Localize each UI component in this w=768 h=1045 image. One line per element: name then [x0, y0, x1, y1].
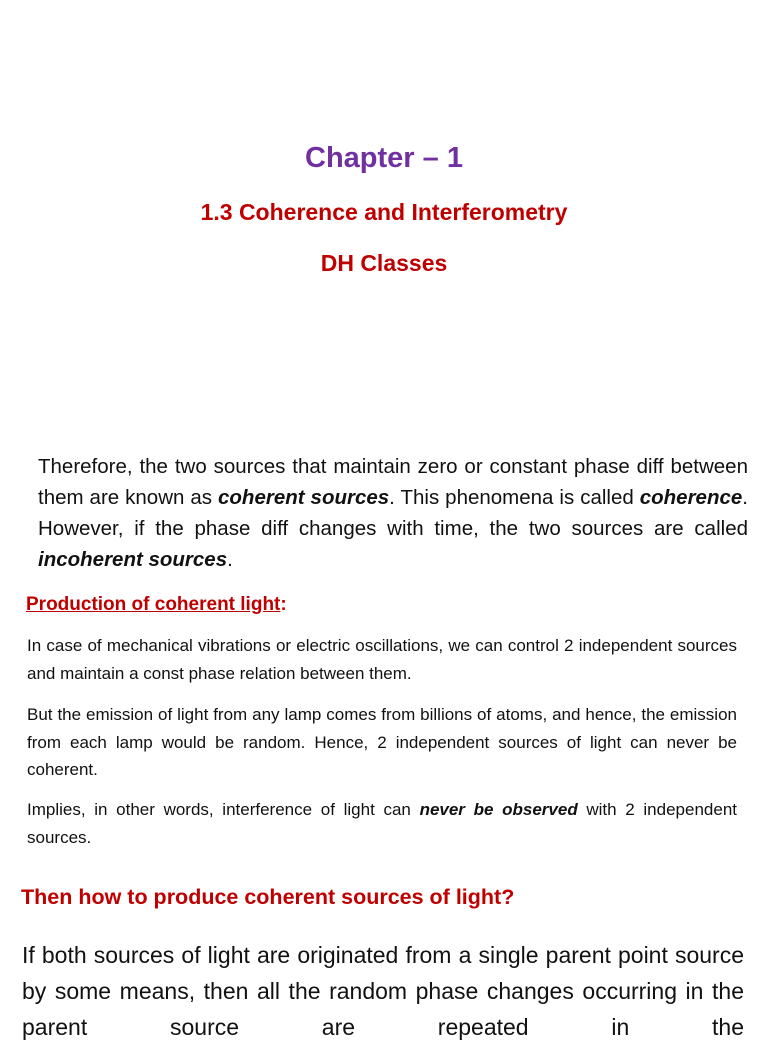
- intro-term-coherence: coherence: [639, 486, 743, 509]
- production-paragraph-3: [27, 796, 737, 851]
- intro-term-coherent-sources: coherent sources: [218, 486, 390, 509]
- intro-text-2: . This phenomena is called: [389, 486, 640, 509]
- production-heading-colon: :: [280, 594, 287, 615]
- chapter-title: Chapter – 1: [305, 142, 463, 174]
- intro-term-incoherent-sources: incoherent sources: [38, 548, 228, 571]
- intro-text-3: . However, if the phase diff changes with time, the two sources are called: [38, 486, 748, 540]
- final-paragraph: If both sources of light are originated from a single parent point source by some means, then all the random phase changes occurring in the parent source are repeated in the: [22, 942, 744, 1040]
- production-heading-text: Production of coherent light: [26, 594, 281, 615]
- production-heading: [26, 594, 287, 616]
- classes-title: DH Classes: [320, 250, 448, 276]
- intro-text-1: Therefore, the two sources that maintain zero or constant phase diff between them are known as: [38, 455, 748, 509]
- p3-text-c: with 2 independent sources.: [27, 800, 737, 847]
- section-title: 1.3 Coherence and Interferometry: [200, 199, 568, 225]
- intro-text-4: .: [227, 548, 233, 571]
- p3-term-never-observed: never be observed: [419, 800, 578, 819]
- question-heading: Then how to produce coherent sources of light?: [21, 885, 515, 909]
- intro-paragraph: [38, 451, 748, 575]
- p3-text-a: Implies, in other words, interference of light can: [27, 800, 420, 819]
- production-paragraph-2: But the emission of light from any lamp comes from billions of atoms, and hence, the emission from each lamp would be random. Hence, 2 independent sources of light can never be coherent.: [27, 705, 737, 779]
- production-paragraph-1: In case of mechanical vibrations or electric oscillations, we can control 2 independent sources and maintain a const phase relation between them.: [27, 636, 737, 683]
